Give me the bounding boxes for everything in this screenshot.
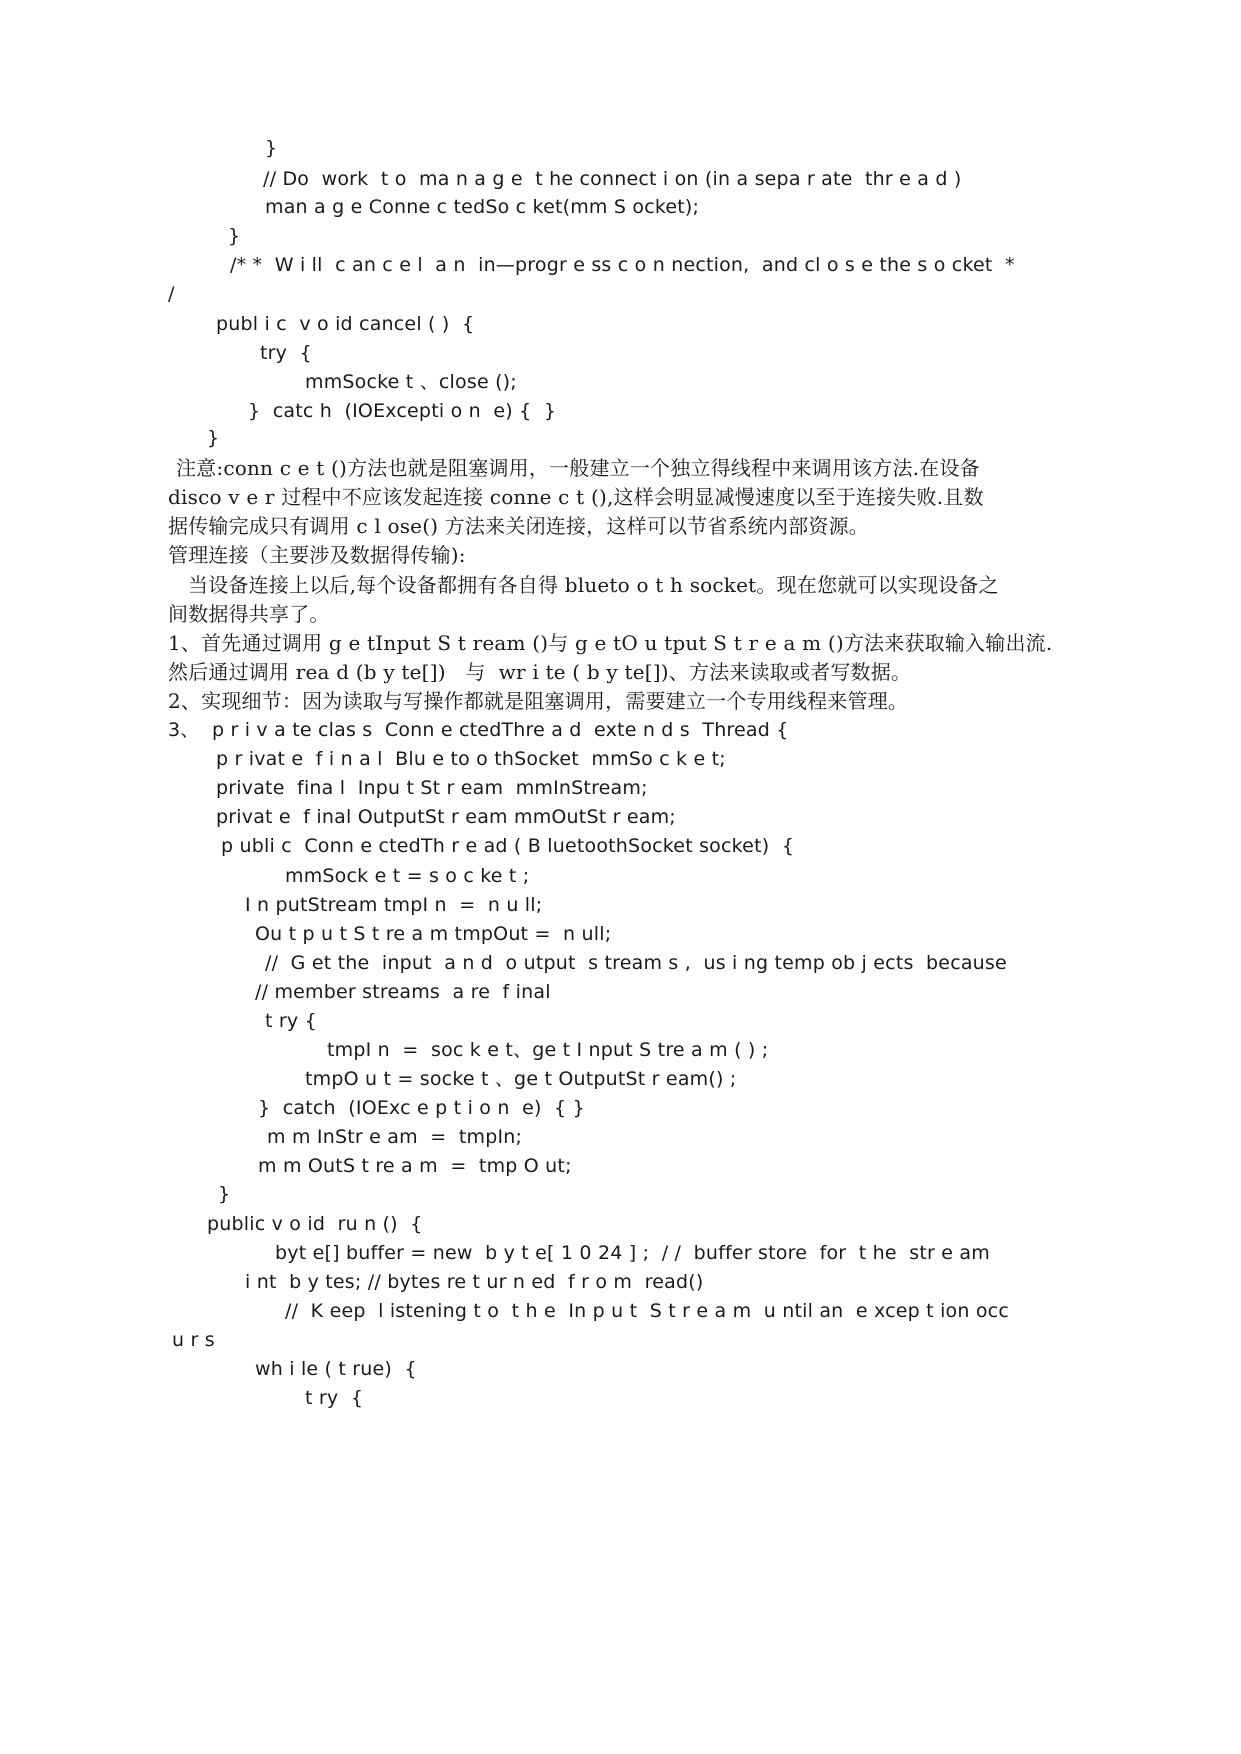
code-line: } — [228, 225, 241, 247]
code-line: } catch (IOExc e p t i o n e) { } — [258, 1097, 585, 1119]
code-line: mmSock e t = s o c ke t ; — [285, 865, 530, 887]
code-line: Ou t p u t S t re a m tmpOut = n ull; — [255, 923, 612, 945]
code-line: tmpO u t = socke t 、ge t OutputSt r eam() ; — [305, 1068, 737, 1090]
code-comment: // Do work t o ma n a g e t he connect i on (in a sepa r ate thr e a d ) — [263, 168, 962, 190]
code-line: wh i le ( t rue) { — [255, 1358, 417, 1380]
code-comment: / — [168, 283, 175, 305]
code-line: private fina l Inpu t St r eam mmInStream; — [216, 777, 648, 799]
code-line: t ry { — [305, 1387, 364, 1409]
code-line: i nt b y tes; // bytes re t ur n ed f r o m read() — [245, 1271, 704, 1293]
list-item: 1、首先通过调用 g e tInput S t ream ()与 g e tO u tput S t r e a m ()方法来获取输入输出流. — [168, 631, 1053, 655]
code-line: p r ivat e f i n a l Blu e to o thSocket mmSo c k e t; — [216, 748, 726, 770]
code-line: 3、 p r i v a te clas s Conn e ctedThre a d exte n d s Thread { — [168, 719, 789, 741]
body-text: 间数据得共享了。 — [168, 602, 330, 626]
code-comment: /* * W i ll c an c e l a n in—progr e ss c o n nection, and cl o s e the s o cket * — [230, 254, 1015, 276]
code-line: m m OutS t re a m = tmp O ut; — [258, 1155, 572, 1177]
code-comment: // member streams a re f inal — [255, 981, 551, 1003]
code-line: } — [265, 137, 278, 159]
code-line: } catc h (IOExcepti o n e) { } — [248, 400, 557, 422]
code-line: public v o id ru n () { — [207, 1213, 423, 1235]
code-line: p ubli c Conn e ctedTh r e ad ( B luetoothSocket socket) { — [221, 835, 795, 857]
code-line: t ry { — [265, 1010, 317, 1032]
code-line: tmpI n = soc k e t、ge t I nput S tre a m ( ) ; — [327, 1039, 769, 1061]
body-text: 注意:conn c e t ()方法也就是阻塞调用，一般建立一个独立得线程中来调用该方法.在设备 — [176, 456, 980, 480]
body-text: 据传输完成只有调用 c l ose() 方法来关闭连接，这样可以节省系统内部资源。 — [168, 514, 869, 538]
code-line: } — [207, 427, 220, 449]
code-line: m m InStr e am = tmpIn; — [267, 1126, 523, 1148]
code-comment: // K eep l istening t o t h e In p u t S t r e a m u ntil an e xcep t ion occ — [285, 1300, 1009, 1322]
section-heading: 管理连接（主要涉及数据得传输): — [168, 543, 466, 567]
code-comment: u r s — [172, 1329, 215, 1351]
list-item: 然后通过调用 rea d (b y te[]) 与 wr i te ( b y te[])、方法来读取或者写数据。 — [168, 660, 912, 684]
code-line: man a g e Conne c tedSo c ket(mm S ocket); — [265, 196, 700, 218]
list-item: 2、实现细节：因为读取与写操作都就是阻塞调用，需要建立一个专用线程来管理。 — [168, 689, 909, 713]
code-comment: // G et the input a n d o utput s tream s , us i ng temp ob j ects because — [265, 952, 1007, 974]
code-line: privat e f inal OutputSt r eam mmOutSt r eam; — [216, 806, 676, 828]
body-text: 当设备连接上以后,每个设备都拥有各自得 blueto o t h socket。现在您就可以实现设备之 — [188, 573, 999, 597]
code-line: byt e[] buffer = new b y t e[ 1 0 24 ] ; / / buffer store for t he str e am — [275, 1242, 990, 1264]
code-line: try { — [260, 342, 312, 364]
code-line: mmSocke t 、close (); — [305, 371, 517, 393]
code-line: I n putStream tmpI n = n u ll; — [245, 894, 543, 916]
body-text: disco v e r 过程中不应该发起连接 conne c t (),这样会明显减慢速度以至于连接失败.且数 — [168, 485, 984, 509]
code-line: publ i c v o id cancel ( ) { — [216, 313, 475, 335]
code-line: } — [218, 1183, 231, 1205]
